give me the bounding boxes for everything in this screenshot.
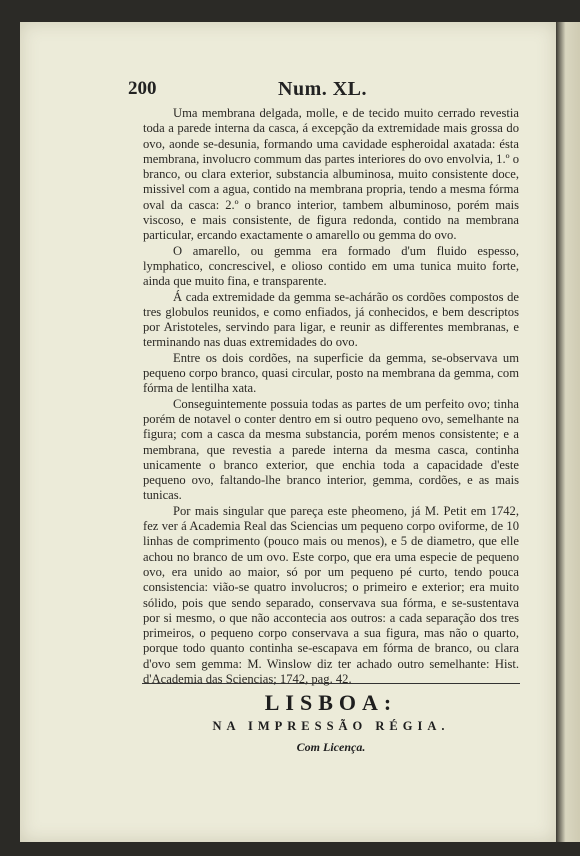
imprint-license: Com Licença. bbox=[296, 740, 366, 754]
paragraph: Conseguintemente possuia todas as partes de um perfeito ovo; tinha porém de notavel o conter dentro em si outro pequeno ovo, semelhante na figura; com a casca da mesma substancia, porém menos consistente; e a membrana, que revestia a parede interna da mesma casca, continha unicamente o branco exterior, que enchia toda a capacidade d'este pequeno ovo, faltando-lhe branco interior, gemma, cordões, e as mais tunicas. bbox=[143, 396, 519, 503]
paragraph: Uma membrana delgada, molle, e de tecido muito cerrado revestia toda a parede interna da casca, á excepção da extremidade mais grossa do ovo, aonde se-desunia, formando uma cavidade espheroidal axatada: ésta membrana, involucro commum das partes interiores do ovo envolvia, 1.º o branco, ou clara exterior, substancia albuminosa, muito consistente doce, missivel com a agua, contido na membrana propria, tendo a mesma fórma oval da casca: 2.º o branco interior, tambem albuminoso, porém mais viscoso, e mais consistente, de figura redonda, contido na membrana particular, ercando exactamente o amarello ou gemma do ovo. bbox=[143, 106, 519, 243]
paragraph: Entre os dois cordões, na superficie da gemma, se-observava um pequeno corpo branco, quasi circular, posto na membrana da gemma, com fórma de lentilha xata. bbox=[143, 350, 519, 396]
paragraph: Por mais singular que pareça este pheomeno, já M. Petit em 1742, fez ver á Academia Real das Sciencias um pequeno corpo oviforme, de 10 linhas de comprimento (pouco mais ou menos), e 5 de diametro, que elle achou no branco de um ovo. Este corpo, que era uma especie de pequeno ovo, era unido ao maior, só por um pequeno pé curto, tendo pouca consistencia: vião-se quatro involucros; o primeiro e exterior; era muito sólido, pois que sendo separado, conservava sua fórma, e se-sustentava por si mesmo, o que não accontecia aos outros: a cada separação dos tres primeiros, o pequeno corpo conservava a sua figura, mas não o quarto, porque todo quanto continha se-escapava em fórma de branco, ou clara d'ovo sem gemma: M. Winslow diz ter achado outro semelhante: Hist. d'Academia das Sciencias; 1742, pag. 42. bbox=[143, 503, 519, 686]
paragraph: Á cada extremidade da gemma se-achárão os cordões compostos de tres globulos reunidos, e como enfiados, já conhecidos, e bem descriptos por Aristoteles, servindo para ligar, e reunir as differentes membranas, e terminando nas duas extremidades do ovo. bbox=[143, 289, 519, 350]
page-number: 200 bbox=[128, 78, 157, 99]
divider-rule bbox=[142, 683, 520, 684]
paragraph: O amarello, ou gemma era formado d'um fluido espesso, lymphatico, concrescivel, e olioso contido em uma tunica muito forte, ainda que muito fina, e transparente. bbox=[143, 243, 519, 289]
page-header bbox=[128, 78, 458, 104]
page-edge bbox=[556, 22, 580, 842]
body-text bbox=[143, 106, 519, 687]
imprint-press: NA IMPRESSÃO RÉGIA. bbox=[212, 719, 450, 733]
imprint-city: LISBOA: bbox=[264, 690, 398, 715]
running-head: Num. XL. bbox=[278, 78, 368, 100]
